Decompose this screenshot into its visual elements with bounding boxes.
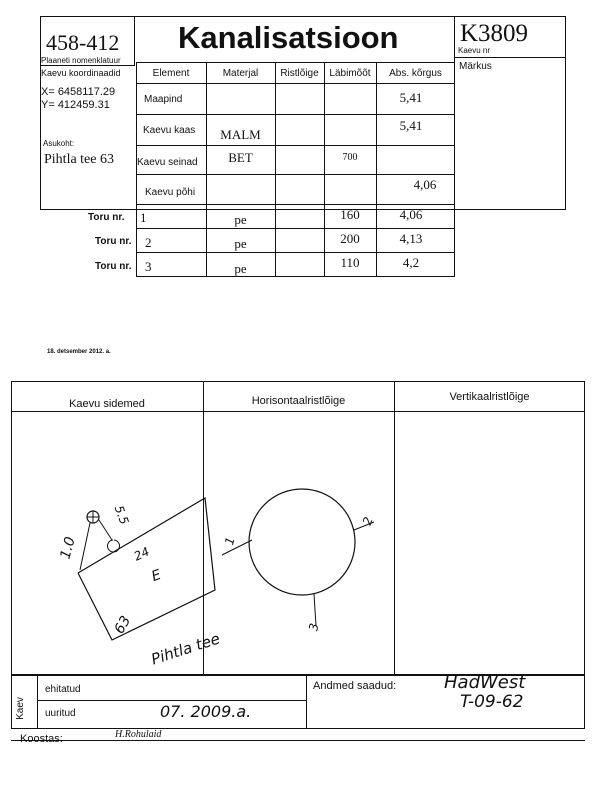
sketch-street-name: Pihtla tee — [148, 629, 223, 669]
sketch-dim-inner: 24 — [131, 544, 152, 564]
column-header-diameter: Läbimõõt — [329, 68, 371, 79]
column-header-element: Element — [152, 68, 190, 79]
sketch-letter: E — [149, 566, 164, 586]
table-row-material: BET — [228, 150, 253, 165]
surveyed-label: uuritud — [45, 708, 76, 719]
sketch-col3-title: Vertikaalristlõige — [449, 391, 530, 403]
sketch-col2-title: Horisontaalristlõige — [251, 395, 346, 407]
table-row-element: Kaevu põhi — [145, 187, 196, 198]
data-from-code: T-09-62 — [460, 692, 524, 712]
pipe-label: Toru nr. — [88, 212, 125, 223]
nomenclature-value: 458-412 — [46, 30, 120, 55]
table-row-element: Kaevu seinad — [137, 157, 198, 168]
x-coordinate: X= 6458117.29 — [41, 86, 116, 98]
pipe-label-3: 3 — [306, 622, 322, 632]
sketch-col1-title: Kaevu sidemed — [69, 398, 145, 410]
address-value: Pihtla tee 63 — [44, 152, 114, 167]
pipe-label-2: 2 — [359, 515, 376, 527]
pipe-label: Toru nr. — [95, 236, 132, 247]
pipe-height: 4,13 — [399, 231, 423, 246]
page-title: Kanalisatsioon — [178, 20, 399, 55]
y-coordinate: Y= 412459.31 — [41, 99, 110, 111]
pipe-material: pe — [234, 236, 247, 251]
table-row-height: 5,41 — [399, 118, 423, 133]
surveyed-value: 07. 2009.a. — [160, 702, 252, 721]
address-label: Asukoht: — [43, 139, 75, 148]
built-label: ehitatud — [45, 684, 81, 695]
table-row-height: 5,41 — [399, 90, 423, 105]
column-header-height: Abs. kõrgus — [389, 68, 442, 79]
sketch-dim-right: 5.5 — [111, 503, 132, 527]
pipe-label-1: 1 — [222, 535, 238, 547]
sketch-dim-left: 1.0 — [57, 535, 79, 561]
nomenclature-label: Plaaneti nomenklatuur — [41, 56, 121, 65]
column-header-material: Materjal — [222, 68, 259, 79]
table-row-diameter: 700 — [342, 152, 358, 163]
footer-side-label: Kaev — [14, 697, 26, 720]
table-row-element: Maapind — [144, 94, 183, 105]
author-label: Koostas: — [20, 733, 63, 745]
author-name: H.Rohulaid — [115, 729, 162, 740]
pipe-label: Toru nr. — [95, 261, 132, 272]
pipe-number: 3 — [145, 259, 152, 274]
table-row-element: Kaevu kaas — [143, 125, 196, 136]
pipe-number: 2 — [145, 235, 152, 250]
well-number: K3809 — [460, 20, 529, 47]
pipe-height: 4,2 — [402, 255, 420, 270]
remarks-label: Märkus — [459, 61, 492, 72]
pipe-material: pe — [234, 261, 247, 276]
data-from-value: HadWest — [444, 672, 526, 693]
well-number-label: Kaevu nr — [458, 46, 491, 55]
table-row-height: 4,06 — [413, 177, 437, 192]
column-header-cross-section: Ristlõige — [280, 68, 319, 79]
pipe-height: 4,06 — [399, 207, 423, 222]
coords-label: Kaevu koordinaadid — [41, 68, 121, 78]
pipe-diameter: 160 — [340, 207, 360, 222]
pipe-material: pe — [234, 212, 247, 227]
sketch-dim-bottom: 63 — [111, 613, 135, 637]
pipe-diameter: 110 — [340, 255, 360, 270]
pipe-number: 1 — [140, 210, 147, 225]
date-stamp: 18. detsember 2012. a. — [47, 349, 111, 355]
table-row-material: MALM — [220, 127, 261, 142]
data-from-label: Andmed saadud: — [313, 680, 397, 692]
pipe-diameter: 200 — [340, 231, 360, 246]
